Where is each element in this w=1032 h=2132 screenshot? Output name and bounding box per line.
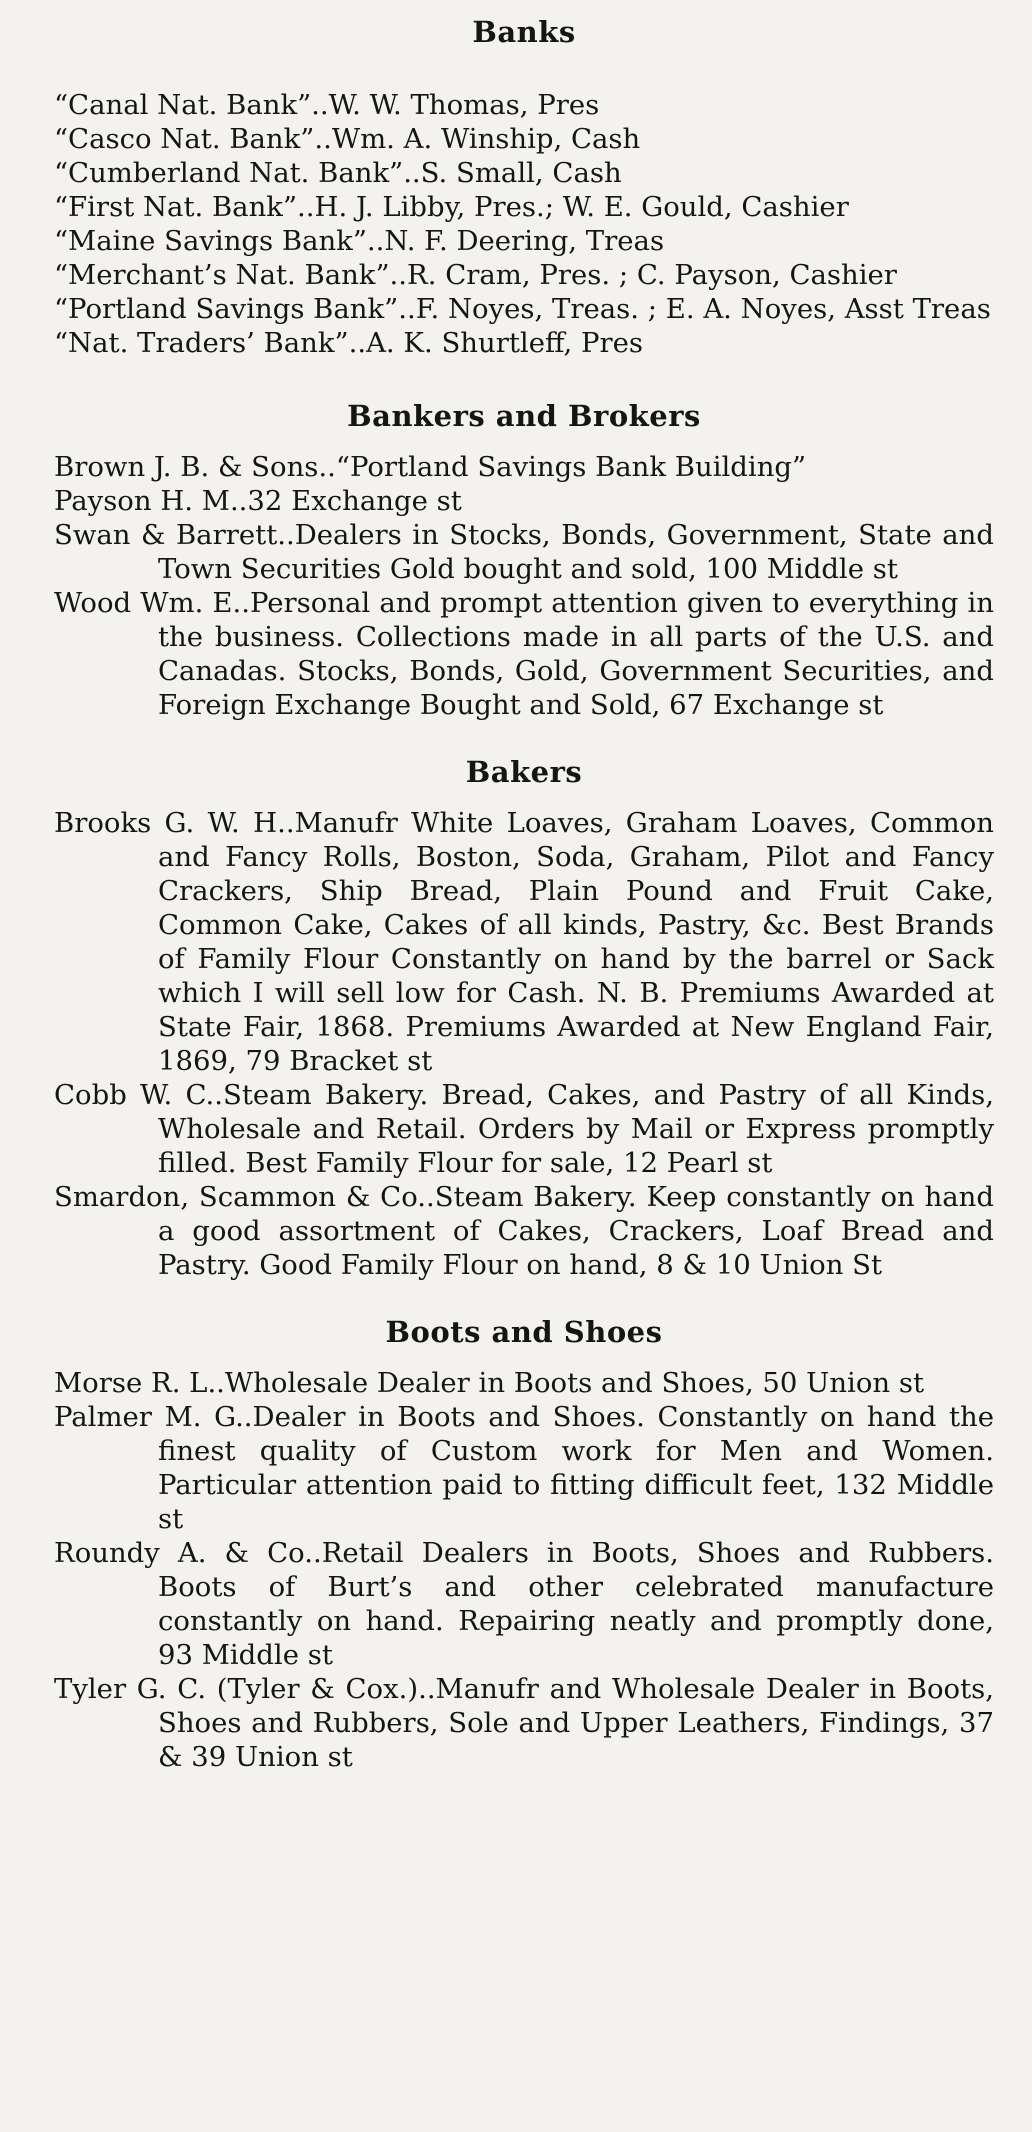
directory-entry: Wood Wm. E..Personal and prompt attention given to everything in the business. Collections made in all parts of the U.S. and Canadas. Stocks, Bonds, Gold, Government Securities, and Foreign Exchange Bought and Sold, 67 Exchange st (54, 587, 994, 721)
directory-entry: “Merchant’s Nat. Bank”..R. Cram, Pres. ; C. Payson, Cashier (54, 259, 897, 291)
directory-entry: “Cumberland Nat. Bank”..S. Small, Cash (54, 157, 622, 189)
section-bakers (54, 752, 994, 1282)
directory-entry: “Canal Nat. Bank”..W. W. Thomas, Pres (54, 89, 600, 121)
directory-entry: Roundy A. & Co..Retail Dealers in Boots, Shoes and Rubbers. Boots of Burt’s and other celebrated manufacture constantly on hand. Repairing neatly and promptly done, 93 Middle st (54, 1537, 994, 1671)
directory-entry: Palmer M. G..Dealer in Boots and Shoes. Constantly on hand the finest quality of Custom work for Men and Women. Particular attention paid to fitting difficult feet, 132 Middle st (54, 1401, 994, 1535)
section-heading: Boots and Shoes (385, 1315, 663, 1349)
section-banks (54, 12, 994, 360)
directory-entry: “First Nat. Bank”..H. J. Libby, Pres.; W. E. Gould, Cashier (54, 191, 849, 223)
directory-entry: Swan & Barrett..Dealers in Stocks, Bonds, Government, State and Town Securities Gold bought and sold, 100 Middle st (54, 519, 994, 585)
entry-list (54, 88, 994, 360)
directory-entry: Morse R. L..Wholesale Dealer in Boots and Shoes, 50 Union st (54, 1367, 925, 1399)
directory-entry: “Maine Savings Bank”..N. F. Deering, Treas (54, 225, 665, 257)
directory-page (0, 12, 1032, 2132)
entry-list (54, 806, 994, 1282)
section-heading: Bankers and Brokers (347, 399, 701, 433)
section-heading: Banks (472, 15, 576, 49)
directory-entry: Tyler G. C. (Tyler & Cox.)..Manufr and Wholesale Dealer in Boots, Shoes and Rubbers, Sole and Upper Leathers, Findings, 37 & 39 Union st (54, 1673, 994, 1773)
entry-list (54, 1366, 994, 1774)
directory-entry: Brooks G. W. H..Manufr White Loaves, Graham Loaves, Common and Fancy Rolls, Boston, Soda, Graham, Pilot and Fancy Crackers, Ship Bread, Plain Pound and Fruit Cake, Common Cake, Cakes of all kinds, Pastry, &c. Best Brands of Family Flour Constantly on hand by the barrel or Sack which I will sell low for Cash. N. B. Premiums Awarded at State Fair, 1868. Premiums Awarded at New England Fair, 1869, 79 Bracket st (54, 807, 994, 1077)
directory-entry: “Portland Savings Bank”..F. Noyes, Treas. ; E. A. Noyes, Asst Treas (54, 293, 991, 325)
directory-entry: Smardon, Scammon & Co..Steam Bakery. Keep constantly on hand a good assortment of Cakes, Crackers, Loaf Bread and Pastry. Good Family Flour on hand, 8 & 10 Union St (54, 1181, 994, 1281)
directory-entry: Cobb W. C..Steam Bakery. Bread, Cakes, and Pastry of all Kinds, Wholesale and Retail. Orders by Mail or Express promptly filled. Best Family Flour for sale, 12 Pearl st (54, 1079, 994, 1179)
entry-list (54, 450, 994, 722)
section-heading: Bakers (465, 755, 583, 789)
directory-entry: “Nat. Traders’ Bank”..A. K. Shurtleff, Pres (54, 327, 644, 359)
section-bankers-and-brokers (54, 396, 994, 722)
directory-entry: Payson H. M..32 Exchange st (54, 485, 462, 517)
section-boots-and-shoes (54, 1312, 994, 1774)
directory-entry: “Casco Nat. Bank”..Wm. A. Winship, Cash (54, 123, 641, 155)
directory-entry: Brown J. B. & Sons..“Portland Savings Bank Building” (54, 451, 807, 483)
